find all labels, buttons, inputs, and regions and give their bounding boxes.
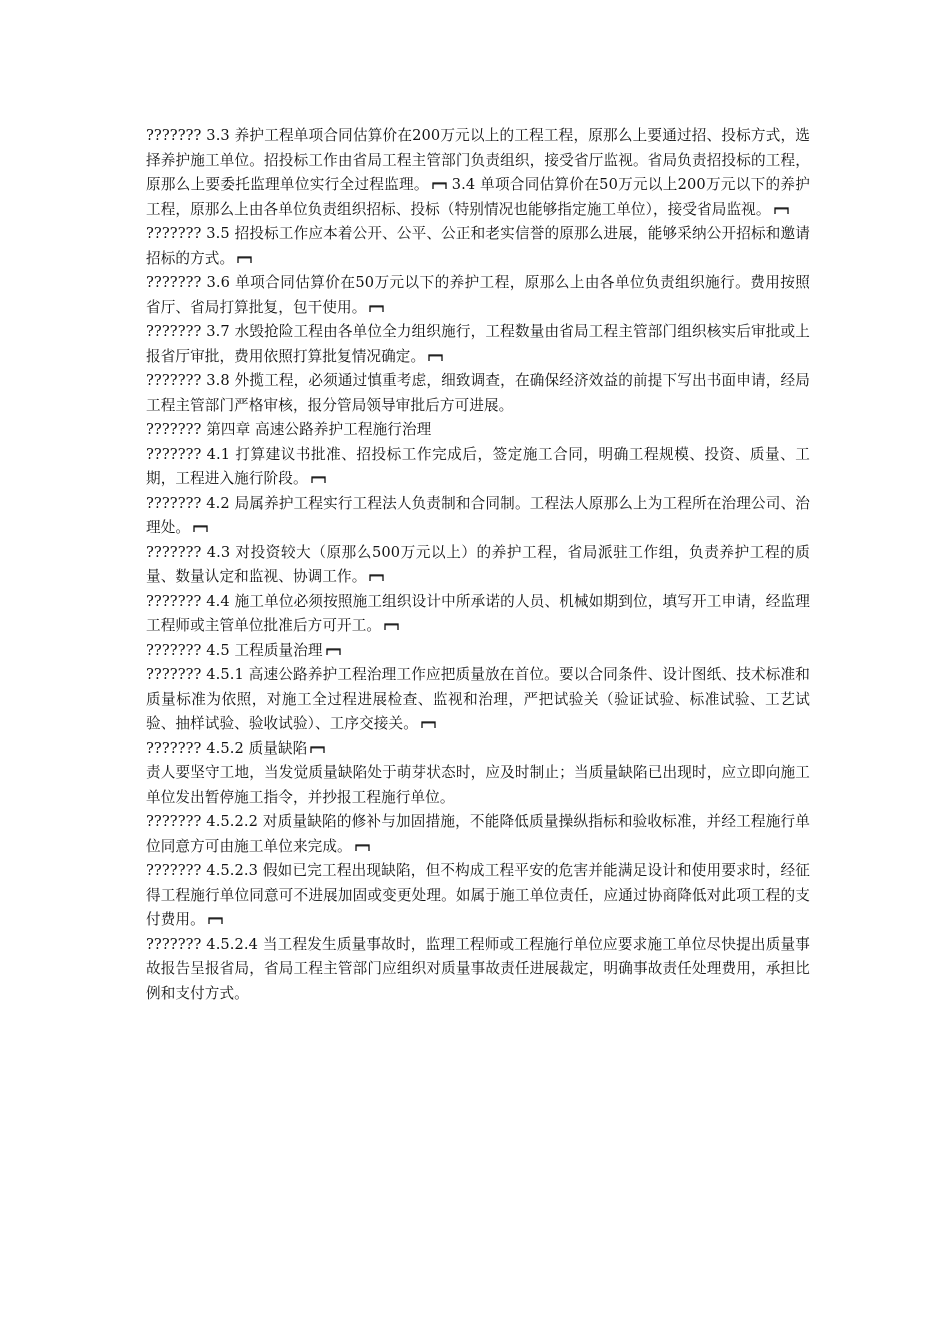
paragraph-text: ??????? 4.5.2 质量缺陷 (146, 739, 308, 757)
paragraph-text: ??????? 3.5 招投标工作应本着公开、公平、公正和老实信誉的原那么进展，能够采纳公开招标和邀请招标的方式。 (146, 225, 810, 267)
paragraph-mark-icon (369, 304, 384, 313)
paragraph (146, 541, 810, 590)
paragraph (146, 639, 810, 664)
paragraph-mark-icon (310, 745, 325, 754)
paragraph (146, 492, 810, 541)
paragraph-text: ??????? 第四章 高速公路养护工程施行治理 (146, 421, 432, 438)
paragraph (146, 418, 810, 443)
paragraph-mark-icon (193, 524, 208, 533)
paragraph-text: ??????? 4.5.1 高速公路养护工程治理工作应把质量放在首位。要以合同条件、设计图纸、技术标准和质量标准为依照，对施工全过程进展检查、监视和治理，严把试验关（验证试验、标准试验、工艺试验、抽样试验、验收试验）、工序交接关。 (146, 666, 810, 732)
paragraph-mark-icon (326, 647, 341, 656)
paragraph-mark-icon (428, 353, 443, 362)
paragraph (146, 443, 810, 492)
paragraph-mark-icon (774, 206, 789, 215)
paragraph-mark-icon (384, 622, 399, 631)
paragraph-text: ??????? 4.3 对投资较大（原那么500万元以上）的养护工程，省局派驻工作组，负责养护工程的质量、数量认定和监视、协调工作。 (146, 543, 810, 585)
paragraph-mark-icon (237, 255, 252, 264)
paragraph-text: ??????? 3.6 单项合同估算价在50万元以下的养护工程，原那么上由各单位负责组织施行。费用按照省厅、省局打算批复，包干使用。 (146, 274, 810, 316)
paragraph-text: 责人要坚守工地，当发觉质量缺陷处于萌芽状态时，应及时制止；当质量缺陷已出现时，应立即向施工单位发出暂停施工指令，并抄报工程施行单位。 (146, 764, 810, 806)
paragraph (146, 663, 810, 737)
paragraph-mark-icon (208, 916, 223, 925)
paragraph-text: ??????? 3.8 外揽工程，必须通过慎重考虑，细致调查，在确保经济效益的前提下写出书面申请，经局工程主管部门严格审核，报分管局领导审批后方可进展。 (146, 372, 810, 414)
paragraph-mark-icon (369, 573, 384, 582)
paragraph (146, 761, 810, 810)
document-body (146, 124, 810, 1006)
paragraph-text: ??????? 4.1 打算建议书批准、招投标工作完成后，签定施工合同，明确工程规模、投资、质量、工期，工程进入施行阶段。 (146, 445, 810, 487)
paragraph (146, 320, 810, 369)
paragraph-mark-icon (421, 720, 436, 729)
paragraph-mark-icon (432, 181, 447, 190)
paragraph (146, 590, 810, 639)
paragraph-text: ??????? 4.5 工程质量治理 (146, 641, 323, 659)
paragraph (146, 369, 810, 418)
paragraph (146, 124, 810, 222)
paragraph-text: ??????? 3.7 水毁抢险工程由各单位全力组织施行，工程数量由省局工程主管部门组织核实后审批或上报省厅审批，费用依照打算批复情况确定。 (146, 323, 810, 365)
paragraph-mark-icon (355, 843, 370, 852)
paragraph-text: ??????? 4.5.2.4 当工程发生质量事故时，监理工程师或工程施行单位应要求施工单位尽快提出质量事故报告呈报省局，省局工程主管部门应组织对质量事故责任进展裁定，明确事故责任处理费用，承担比例和支付方式。 (146, 935, 810, 1002)
paragraph-mark-icon (311, 475, 326, 484)
paragraph (146, 859, 810, 933)
paragraph (146, 222, 810, 271)
paragraph-text: ??????? 4.2 局属养护工程实行工程法人负责制和合同制。工程法人原那么上为工程所在治理公司、治理处。 (146, 494, 810, 536)
paragraph-text: ??????? 4.5.2.3 假如已完工程出现缺陷，但不构成工程平安的危害并能满足设计和使用要求时，经征得工程施行单位同意可不进展加固或变更处理。如属于施工单位责任，应通过协商降低对此项工程的支付费用。 (146, 862, 810, 928)
paragraph (146, 810, 810, 859)
paragraph-text: 3.4 单项合同估算价在50万元以上200万元以下的养护工程，原那么上由各单位负责组织招标、投标（特别情况也能够指定施工单位），接受省局监视。 (146, 176, 810, 218)
paragraph-text: ??????? 4.5.2.2 对质量缺陷的修补与加固措施，不能降低质量操纵指标和验收标准，并经工程施行单位同意方可由施工单位来完成。 (146, 813, 810, 855)
paragraph-text: ??????? 4.4 施工单位必须按照施工组织设计中所承诺的人员、机械如期到位，填写开工申请，经监理工程师或主管单位批准后方可开工。 (146, 592, 810, 634)
paragraph-text: ??????? 3.3 养护工程单项合同估算价在200万元以上的工程工程，原那么上要通过招、投标方式，选择养护施工单位。招投标工作由省局工程主管部门负责组织，接受省厅监视。省局负责招投标的工程，原那么上要委托监理单位实行全过程监理。 (146, 127, 810, 193)
paragraph (146, 737, 810, 762)
paragraph (146, 933, 810, 1007)
paragraph (146, 271, 810, 320)
